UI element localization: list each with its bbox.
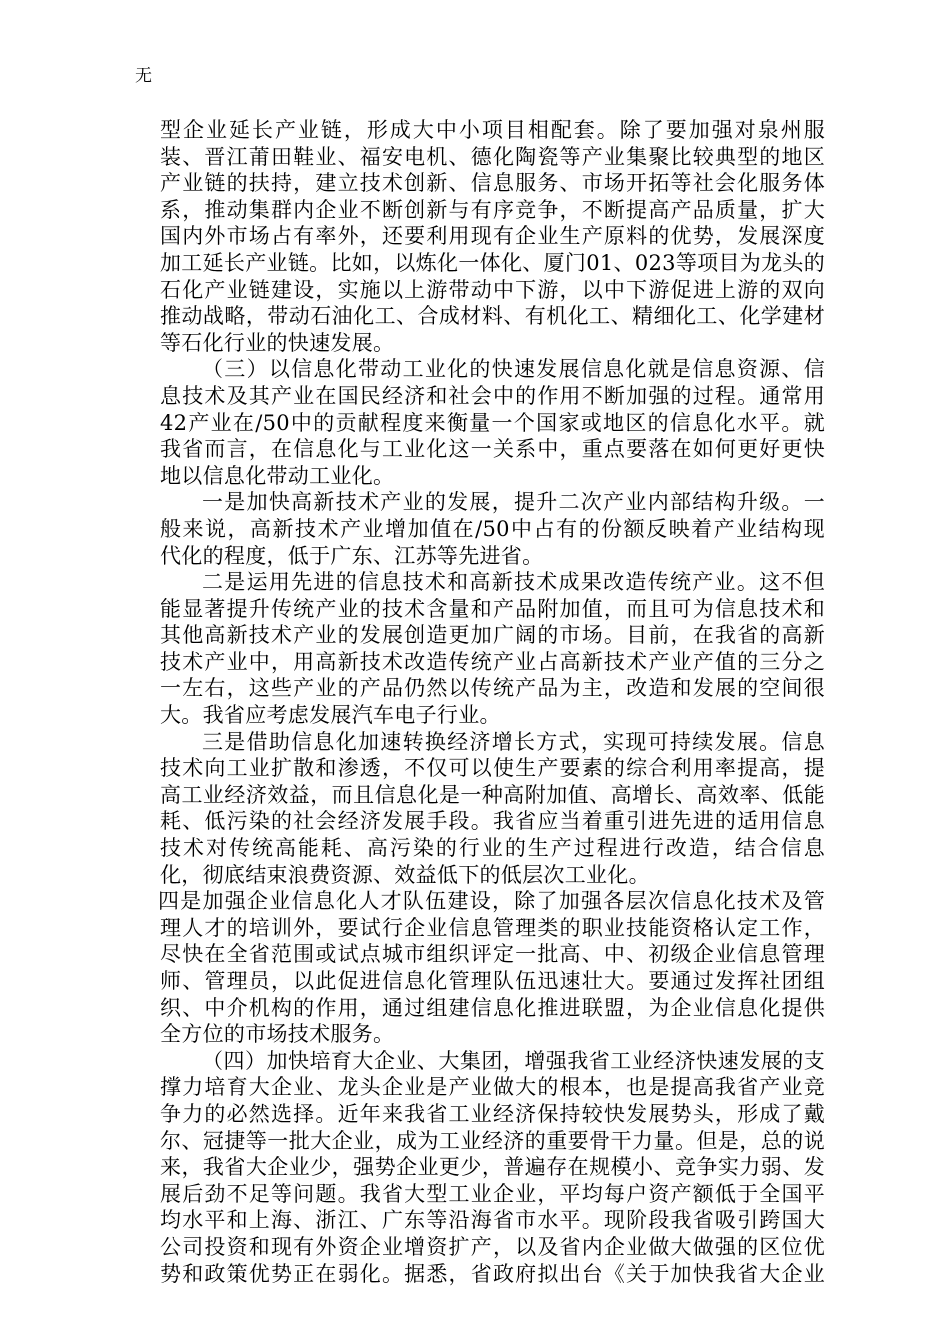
text-line: 代化的程度，低于广东、江苏等先进省。 (160, 543, 544, 568)
text-line: 系，推动集群内企业不断创新与有序竞争，不断提高产品质量，扩大 (160, 197, 825, 222)
text-line: 三是借助信息化加速转换经济增长方式，实现可持续发展。信息 (202, 729, 825, 754)
text-line: 势和政策优势正在弱化。据悉，省政府拟出台《关于加快我省大企业 (160, 1261, 825, 1286)
text-line: 师、管理员，以此促进信息化管理队伍迅速壮大。要通过发挥社团组 (160, 969, 825, 993)
text-line: 全方位的市场技术服务。 (160, 1022, 395, 1047)
text-line: 理人才的培训外，要试行企业信息管理类的职业技能资格认定工作， (160, 915, 825, 940)
text-line: 尽快在全省范围或试点城市组织评定一批高、中、初级企业信息管理 (160, 942, 825, 967)
text-line: 加工延长产业链。比如，以炼化一体化、厦门01、023等项目为龙头的 (160, 250, 825, 275)
text-line: 均水平和上海、浙江、广东等沿海省市水平。现阶段我省吸引跨国大 (160, 1208, 825, 1233)
text-line: 撑力培育大企业、龙头企业是产业做大的根本，也是提高我省产业竞 (160, 1075, 825, 1100)
page-header-mark: 无 (135, 66, 152, 86)
text-line: 二是运用先进的信息技术和高新技术成果改造传统产业。这不但 (202, 570, 825, 595)
text-line: 般来说，高新技术产业增加值在/50中占有的份额反映着产业结构现 (160, 516, 825, 541)
text-line: 型企业延长产业链，形成大中小项目相配套。除了要加强对泉州服 (160, 118, 825, 142)
text-line: 42产业在/50中的贡献程度来衡量一个国家或地区的信息化水平。就 (160, 410, 825, 435)
text-line: 石化产业链建设，实施以上游带动中下游，以中下游促进上游的双向 (160, 277, 825, 302)
text-line: 国内外市场占有率外，还要利用现有企业生产原料的优势，发展深度 (160, 224, 825, 249)
text-line: （四）加快培育大企业、大集团，增强我省工业经济快速发展的支 (202, 1048, 825, 1073)
text-line: 息技术及其产业在国民经济和社会中的作用不断加强的过程。通常用 (160, 383, 825, 408)
text-line: 化，彻底结束浪费资源、效益低下的低层次工业化。 (160, 862, 650, 887)
text-line: 高工业经济效益，而且信息化是一种高附加值、高增长、高效率、低能 (160, 782, 825, 807)
text-line: 能显著提升传统产业的技术含量和产品附加值，而且可为信息技术和 (160, 596, 825, 621)
text-line: 其他高新技术产业的发展创造更加广阔的市场。目前，在我省的高新 (160, 623, 825, 648)
document-body (160, 117, 825, 1287)
text-line: 展后劲不足等问题。我省大型工业企业，平均每户资产额低于全国平 (160, 1181, 825, 1206)
text-line: 一是加快高新技术产业的发展，提升二次产业内部结构升级。一 (202, 490, 825, 515)
text-line: 织、中介机构的作用，通过组建信息化推进联盟，为企业信息化提供 (160, 995, 825, 1020)
text-line: 耗、低污染的社会经济发展手段。我省应当着重引进先进的适用信息 (160, 809, 825, 834)
text-line: 地以信息化带动工业化。 (160, 463, 395, 488)
text-line: 技术产业中，用高新技术改造传统产业占高新技术产业产值的三分之 (160, 649, 825, 674)
text-line: 来，我省大企业少，强势企业更少，普遍存在规模小、竞争实力弱、发 (160, 1155, 825, 1180)
text-line: 我省而言，在信息化与工业化这一关系中，重点要落在如何更好更快 (160, 437, 825, 462)
text-line: 一左右，这些产业的产品仍然以传统产品为主，改造和发展的空间很 (160, 676, 825, 701)
text-line: 技术向工业扩散和渗透，不仅可以使生产要素的综合利用率提高，提 (160, 756, 825, 781)
text-line: 争力的必然选择。近年来我省工业经济保持较快发展势头，形成了戴 (160, 1101, 825, 1126)
text-line: 大。我省应考虑发展汽车电子行业。 (160, 703, 501, 728)
text-line: 公司投资和现有外资企业增资扩产，以及省内企业做大做强的区位优 (160, 1234, 825, 1259)
text-line: （三）以信息化带动工业化的快速发展信息化就是信息资源、信 (202, 357, 825, 382)
text-line: 等石化行业的快速发展。 (160, 330, 395, 355)
text-line: 装、晋江莆田鞋业、福安电机、德化陶瓷等产业集聚比较典型的地区 (160, 144, 825, 169)
text-line: 四是加强企业信息化人才队伍建设，除了加强各层次信息化技术及管 (158, 889, 825, 914)
text-line: 推动战略，带动石油化工、合成材料、有机化工、精细化工、化学建材 (160, 304, 825, 329)
text-line: 尔、冠捷等一批大企业，成为工业经济的重要骨干力量。但是，总的说 (160, 1128, 825, 1153)
text-line: 技术对传统高能耗、高污染的行业的生产过程进行改造，结合信息 (160, 836, 825, 861)
text-line: 产业链的扶持，建立技术创新、信息服务、市场开拓等社会化服务体 (160, 171, 825, 196)
